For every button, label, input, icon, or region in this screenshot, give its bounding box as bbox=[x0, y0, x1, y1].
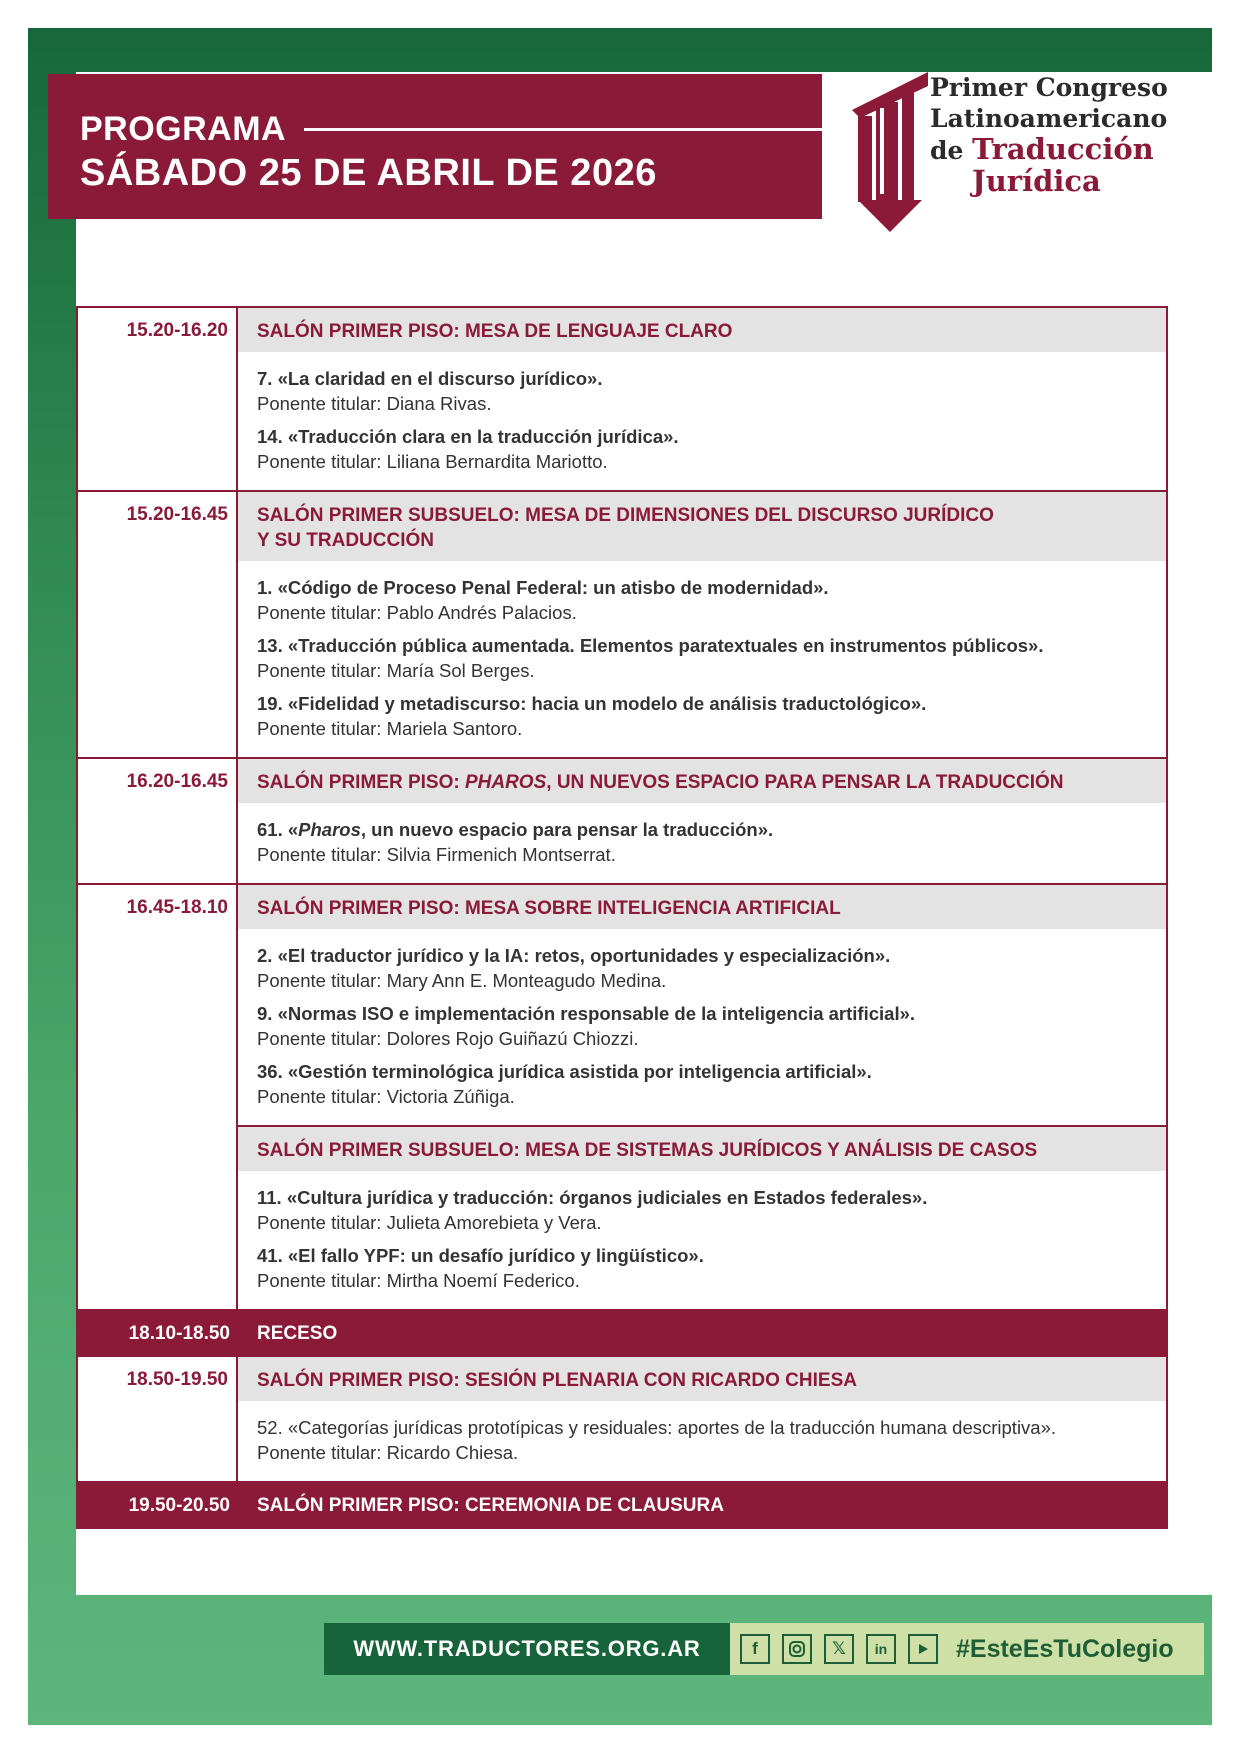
closing-label: SALÓN PRIMER PISO: CEREMONIA DE CLAUSURA bbox=[257, 1495, 724, 1516]
talk-item bbox=[257, 575, 1154, 625]
talk-list bbox=[238, 929, 1166, 1125]
header-title-row bbox=[80, 110, 822, 149]
schedule-block bbox=[78, 1355, 1166, 1481]
schedule-block bbox=[78, 308, 1166, 490]
logo-line-3 bbox=[930, 134, 1168, 166]
talk-title: 2. «El traductor jurídico y la IA: retos, oportunidades y especialización». bbox=[257, 945, 891, 966]
session bbox=[238, 885, 1166, 1125]
session-title: SALÓN PRIMER PISO: SESIÓN PLENARIA CON RICARDO CHIESA bbox=[238, 1357, 1166, 1401]
talk-speaker: Ponente titular: Julieta Amorebieta y Vera. bbox=[257, 1212, 602, 1233]
talk-speaker: Ponente titular: Dolores Rojo Guiñazú Chiozzi. bbox=[257, 1028, 639, 1049]
session-title-suffix: , UN NUEVOS ESPACIO PARA PENSAR LA TRADUCCIÓN bbox=[546, 772, 1064, 793]
block-sessions bbox=[238, 492, 1166, 757]
facebook-icon[interactable]: f bbox=[740, 1634, 770, 1664]
schedule-block bbox=[78, 490, 1166, 757]
talk-speaker: Ponente titular: Ricardo Chiesa. bbox=[257, 1442, 519, 1463]
talk-speaker: Ponente titular: Mirtha Noemí Federico. bbox=[257, 1270, 580, 1291]
talk-list bbox=[238, 1401, 1166, 1481]
block-time: 16.45-18.10 bbox=[78, 885, 238, 1309]
header-banner bbox=[48, 74, 822, 219]
session bbox=[238, 759, 1166, 883]
talk-speaker: Ponente titular: Pablo Andrés Palacios. bbox=[257, 602, 577, 623]
block-time: 16.20-16.45 bbox=[78, 759, 238, 883]
talk-item bbox=[257, 817, 1154, 867]
talk-speaker: Ponente titular: Diana Rivas. bbox=[257, 393, 492, 414]
youtube-icon[interactable] bbox=[908, 1634, 938, 1664]
block-sessions bbox=[238, 759, 1166, 883]
schedule-block bbox=[78, 757, 1166, 883]
session-title: SALÓN PRIMER PISO: MESA SOBRE INTELIGENCIA ARTIFICIAL bbox=[238, 885, 1166, 929]
schedule-block bbox=[78, 883, 1166, 1309]
session bbox=[238, 1125, 1166, 1309]
talk-item bbox=[257, 1185, 1154, 1235]
logo-line-3-accent: Traducción bbox=[972, 132, 1154, 166]
session bbox=[238, 492, 1166, 757]
logo-text bbox=[930, 72, 1168, 198]
talk-title: 11. «Cultura jurídica y traducción: órganos judiciales en Estados federales». bbox=[257, 1187, 928, 1208]
block-time: 15.20-16.45 bbox=[78, 492, 238, 757]
talk-item bbox=[257, 1243, 1154, 1293]
social-bar bbox=[730, 1623, 1204, 1675]
talk-title bbox=[257, 817, 1154, 842]
session bbox=[238, 308, 1166, 490]
talk-item bbox=[257, 1059, 1154, 1109]
columns-logo-icon bbox=[840, 72, 932, 232]
talk-title: 13. «Traducción pública aumentada. Elementos paratextuales en instrumentos públicos». bbox=[257, 635, 1044, 656]
x-icon[interactable]: 𝕏 bbox=[824, 1634, 854, 1664]
talk-speaker: Ponente titular: Liliana Bernardita Mariotto. bbox=[257, 451, 608, 472]
header-rule bbox=[304, 128, 822, 131]
talk-item bbox=[257, 633, 1154, 683]
block-time: 15.20-16.20 bbox=[78, 308, 238, 490]
talk-list bbox=[238, 803, 1166, 883]
talk-title: 7. «La claridad en el discurso jurídico». bbox=[257, 368, 603, 389]
talk-list bbox=[238, 352, 1166, 490]
talk-title: 36. «Gestión terminológica jurídica asistida por inteligencia artificial». bbox=[257, 1061, 872, 1082]
session-title-line-1: SALÓN PRIMER SUBSUELO: MESA DE DIMENSIONES DEL DISCURSO JURÍDICO bbox=[257, 505, 994, 526]
website-link[interactable]: WWW.TRADUCTORES.ORG.AR bbox=[324, 1623, 730, 1675]
session-title: SALÓN PRIMER SUBSUELO: MESA DE SISTEMAS JURÍDICOS Y ANÁLISIS DE CASOS bbox=[238, 1127, 1166, 1171]
talk-title: 41. «El fallo YPF: un desafío jurídico y lingüístico». bbox=[257, 1245, 704, 1266]
linkedin-icon[interactable]: in bbox=[866, 1634, 896, 1664]
talk-title-prefix: 61. « bbox=[257, 819, 299, 840]
logo-line-4-accent: Jurídica bbox=[972, 164, 1101, 198]
talk-speaker: Ponente titular: Mary Ann E. Monteagudo Medina. bbox=[257, 970, 667, 991]
logo-line-1: Primer Congreso bbox=[930, 73, 1168, 102]
session-title bbox=[238, 759, 1166, 803]
logo-line-2: Latinoamericano bbox=[930, 104, 1168, 133]
hashtag: #EsteEsTuColegio bbox=[956, 1634, 1174, 1663]
talk-list bbox=[238, 1171, 1166, 1309]
talk-item bbox=[257, 1001, 1154, 1051]
session bbox=[238, 1357, 1166, 1481]
recess-time: 18.10-18.50 bbox=[128, 1323, 230, 1344]
talk-title: 19. «Fidelidad y metadiscurso: hacia un modelo de análisis traductológico». bbox=[257, 693, 927, 714]
talk-item bbox=[257, 1415, 1154, 1465]
program-label: PROGRAMA bbox=[80, 110, 287, 148]
block-sessions bbox=[238, 1357, 1166, 1481]
talk-item bbox=[257, 943, 1154, 993]
talk-speaker: Ponente titular: Silvia Firmenich Montserrat. bbox=[257, 844, 616, 865]
talk-title-suffix: , un nuevo espacio para pensar la traducción». bbox=[360, 819, 774, 840]
block-sessions bbox=[238, 308, 1166, 490]
event-date: SÁBADO 25 DE ABRIL DE 2026 bbox=[80, 152, 657, 194]
recess-label: RECESO bbox=[257, 1323, 338, 1344]
logo-line-3-prefix: de bbox=[930, 136, 964, 165]
logo-line-4 bbox=[930, 166, 1168, 198]
talk-title: 52. «Categorías jurídicas prototípicas y residuales: aportes de la traducción humana descriptiva». bbox=[257, 1417, 1057, 1438]
talk-list bbox=[238, 561, 1166, 757]
session-title: SALÓN PRIMER PISO: MESA DE LENGUAJE CLARO bbox=[238, 308, 1166, 352]
session-title-prefix: SALÓN PRIMER PISO: bbox=[257, 772, 465, 793]
talk-speaker: Ponente titular: Mariela Santoro. bbox=[257, 718, 523, 739]
block-time: 18.50-19.50 bbox=[78, 1357, 238, 1481]
talk-speaker: Ponente titular: Victoria Zúñiga. bbox=[257, 1086, 515, 1107]
talk-title-italic: Pharos bbox=[298, 819, 361, 840]
closing-row bbox=[78, 1481, 1166, 1527]
session-title bbox=[238, 492, 1166, 561]
talk-speaker: Ponente titular: María Sol Berges. bbox=[257, 660, 535, 681]
talk-title: 9. «Normas ISO e implementación responsable de la inteligencia artificial». bbox=[257, 1003, 916, 1024]
talk-item bbox=[257, 424, 1154, 474]
talk-item bbox=[257, 691, 1154, 741]
recess-row bbox=[78, 1309, 1166, 1355]
block-sessions bbox=[238, 885, 1166, 1309]
talk-item bbox=[257, 366, 1154, 416]
schedule-table bbox=[76, 306, 1168, 1529]
closing-time: 19.50-20.50 bbox=[128, 1495, 230, 1516]
talk-title: 1. «Código de Proceso Penal Federal: un atisbo de modernidad». bbox=[257, 577, 829, 598]
session-title-italic: PHAROS bbox=[464, 772, 547, 793]
congress-logo bbox=[840, 72, 1170, 232]
session-title-line-2: Y SU TRADUCCIÓN bbox=[257, 530, 434, 551]
instagram-icon[interactable] bbox=[782, 1634, 812, 1664]
talk-title: 14. «Traducción clara en la traducción jurídica». bbox=[257, 426, 679, 447]
